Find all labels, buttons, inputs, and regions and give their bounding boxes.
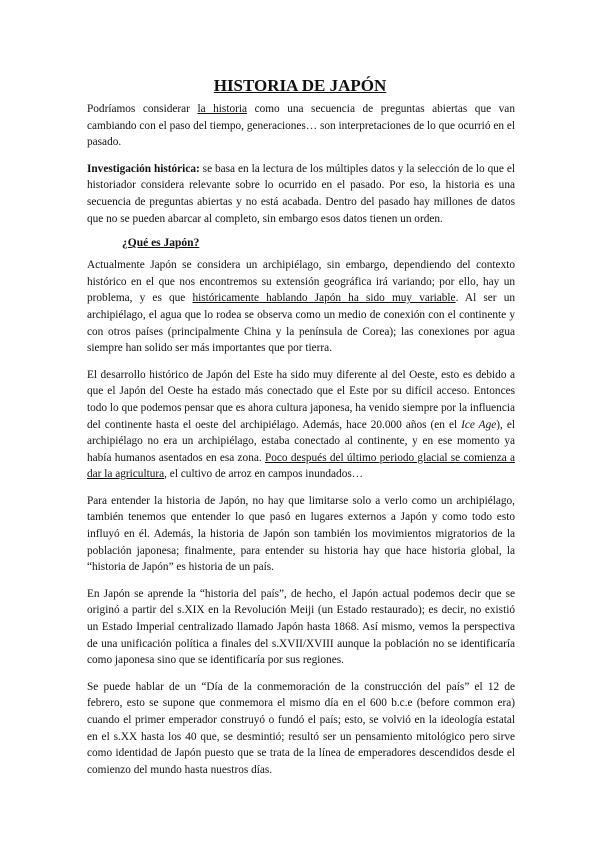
investigacion-label: Investigación histórica: (87, 162, 200, 175)
conmemoracion-paragraph: Se puede hablar de un “Día de la conmemoración de la construcción del país” el 12 de febrero, esto se supone que conmemora el mismo día en el 600 b.c.e (before common era) cuando el primer emperador construyó o fundó el país; esto, se volvió en la ideología estatal en el s.XX hasta los 40 que, se desmintió; resultó ser un pensamiento mitológico pero sirve como identidad de Japón puesto que se trata de la línea de emperadores descendidos desde el comienzo del mundo hasta nuestros días. (87, 680, 515, 776)
agricultura-underlined: Poco después del último periodo glacial se comienza a dar la agricultura (87, 451, 516, 481)
este-oeste-text: El desarrollo histórico de Japón del Este ha sido muy diferente al del Oeste, esto es debido a que el Japón del Oeste ha estado más conectado que el Este por su difícil acceso. Entonces todo lo que podemos pensar que es ahora cultura japonesa, ha venido siempre por la influencia del continente hasta el oeste del archipiélago. Además, hace 20.000 años (en el (87, 368, 515, 431)
intro-text-end: como una secuencia de preguntas abiertas que van cambiando con el paso del tiempo, generaciones… son interpretaciones de lo que ocurrió en el pasado. (87, 103, 515, 149)
investigacion-text: se basa en la lectura de los múltiples datos y la selección de lo que el historiador considera relevante sobre lo ocurrido en el pasado. Por eso, la historia es una secuencia de preguntas abiertas y no está acabada. Dentro del pasado hay millones de datos que no se pueden abarcar al completo, sin embargo esos datos tienen un orden. (87, 162, 515, 225)
historia-global-paragraph: Para entender la historia de Japón, no hay que limitarse solo a verlo como un archipiélago, también tenemos que entender lo que pasó en lugares externos a Japón y como todo esto influyó en él. Además, la historia de Japón son también los movimientos migratorios de la población japonesa; finalmente, para entender su historia hay que hace historia global, la “historia de Japón” es historia de un país. (87, 494, 515, 574)
document-title: HISTORIA DE JAPÓN (213, 76, 387, 95)
document-body (87, 101, 515, 788)
section-subtitle: ¿Qué es Japón? (122, 237, 200, 250)
este-oeste-text-end: , el cultivo de arroz en campos inundados… (164, 468, 364, 481)
meiji-paragraph: En Japón se aprende la “historia del país”, de hecho, el Japón actual podemos decir que se originó a partir del s.XIX en la Revolución Meiji (un Estado restaurado); es decir, no existió un Estado Imperial centralizado llamado Japón hasta 1868. Así mismo, vemos la perspectiva de una unificación política a finales del s.XVII/XVIII aunque la población no se identificaría como japonesa sino que se identificaría por sus regiones. (87, 587, 515, 667)
este-oeste-paragraph (87, 367, 515, 483)
intro-text: Podríamos considerar (87, 103, 198, 115)
este-oeste-text-mid: ), el archipiélago no era un archipiélago, estaba conectado al continente, y en ese momento ya había humanos asentados en esa zona. (87, 418, 515, 464)
archipielago-paragraph (87, 257, 515, 357)
archipielago-underlined: históricamente hablando Japón ha sido muy variable (192, 292, 456, 305)
archipielago-text: Actualmente Japón se considera un archipiélago, sin embargo, dependiendo del contexto histórico en el que nos encontremos su extensión geográfica irá variando; por ello, hay un problema, y es que (87, 259, 515, 305)
ice-age-italic: Ice Age (461, 418, 497, 431)
historia-underlined: la historia (197, 103, 248, 115)
archipielago-text-end: . Al ser un archipiélago, el agua que lo rodea se observa como un medio de conexión con el continente y con otros países (principalmente China y la península de Corea); las conexiones por agua siempre han solido ser más importantes que por tierra. (87, 292, 515, 355)
intro-paragraph (87, 101, 515, 151)
investigacion-paragraph (87, 161, 515, 227)
